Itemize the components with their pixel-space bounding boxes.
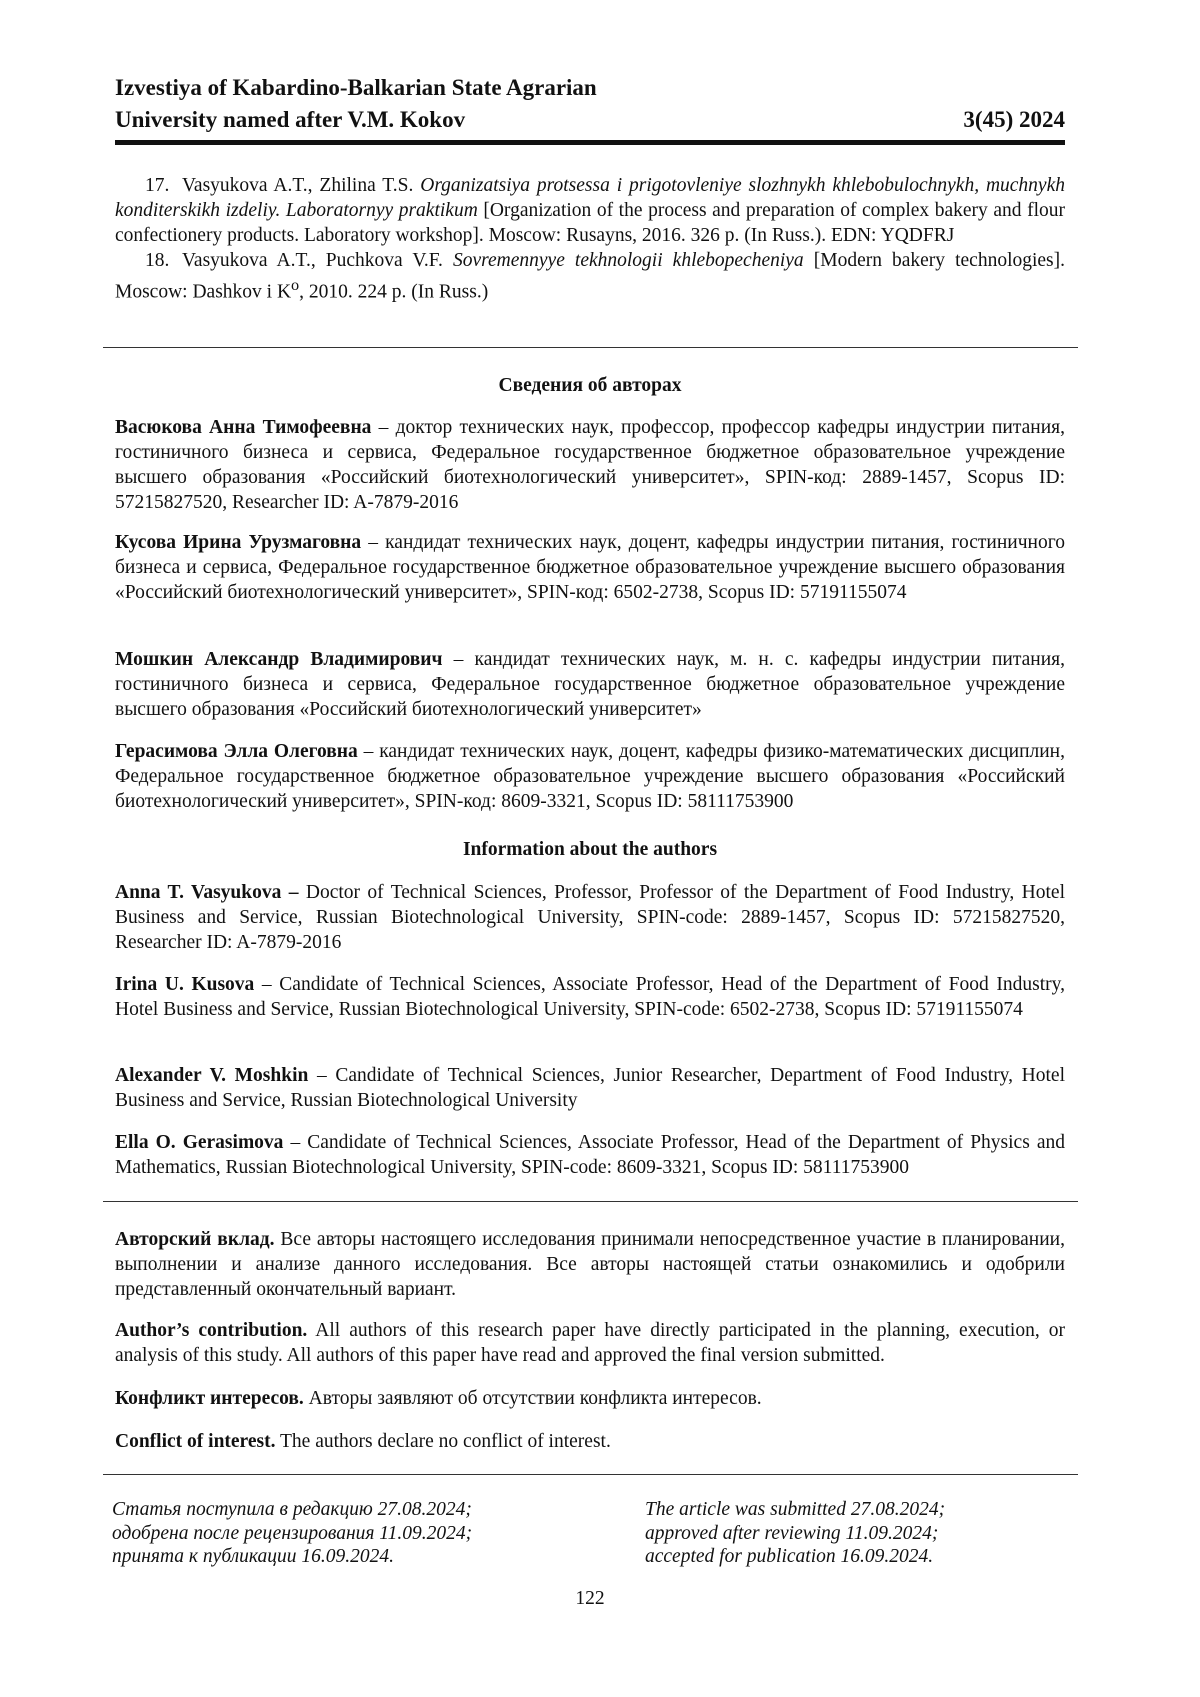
reference-authors: Vasyukova A.T., Zhilina T.S. [182, 175, 413, 196]
conflict-ru [115, 1386, 1065, 1411]
authors-ru-title: Сведения об авторах [115, 373, 1065, 398]
author-bio: – доктор технических наук, профессор, профессор кафедры индустрии питания, гостиничного бизнеса и сервиса, Федеральное государственное бюджетное образовательное учреждение высшего образования «Российский биотехнологический университет», SPIN-код: 2889-1457, Scopus ID: 57215827520, Researcher ID: A-7879-2016 [115, 417, 1065, 513]
author-ru-entry [115, 415, 1065, 515]
reference-number: 18. [145, 248, 182, 273]
reference-superscript: o [291, 276, 299, 294]
conflict-ru-label: Конфликт интересов. [115, 1388, 304, 1409]
author-ru-entry [115, 739, 1065, 814]
reference-title: Organizatsiya protsessa i prigotovleniye slozhnykh khlebobulochnykh, muchnykh konditerskikh izdeliy. Laboratornyy praktikum [115, 175, 1065, 221]
reference-details: [Modern bakery technologies]. Moscow: Dashkov i K [115, 250, 1065, 303]
author-bio: – Candidate of Technical Sciences, Junior Researcher, Department of Food Industry, Hotel Business and Service, Russian Biotechnological University [115, 1065, 1065, 1111]
author-bio: – кандидат технических наук, м. н. с. кафедры индустрии питания, гостиничного бизнеса и сервиса, Федеральное государственное бюджетное образовательное учреждение высшего образования «Российский биотехнологический университет» [115, 649, 1065, 720]
running-header [115, 72, 1065, 136]
author-ru-entry [115, 647, 1065, 722]
conflict-ru-text: Авторы заявляют об отсутствии конфликта интересов. [304, 1388, 762, 1409]
date-line: accepted for publication 16.09.2024. [645, 1545, 945, 1569]
section-divider [103, 1201, 1078, 1202]
reference-list [115, 173, 1065, 305]
author-bio: – кандидат технических наук, доцент, кафедры индустрии питания, гостиничного бизнеса и сервиса, Федеральное государственное бюджетное образовательное учреждение высшего образования «Российский биотехнологический университет», SPIN-код: 6502-2738, Scopus ID: 57191155074 [115, 532, 1065, 603]
author-name: Герасимова Элла Олеговна [115, 741, 358, 762]
author-name: Irina U. Kusova [115, 974, 254, 995]
author-en-entry [115, 972, 1065, 1022]
article-dates-en [645, 1498, 945, 1569]
date-line: The article was submitted 27.08.2024; [645, 1498, 945, 1522]
author-bio: – кандидат технических наук, доцент, кафедры физико-математических дисциплин, Федеральное государственное бюджетное образовательное учреждение высшего образования «Российский биотехнологический университет», SPIN-код: 8609-3321, Scopus ID: 58111753900 [115, 741, 1065, 812]
contribution-en [115, 1318, 1065, 1368]
contribution-ru [115, 1227, 1065, 1302]
authors-en-title: Information about the authors [115, 837, 1065, 862]
date-line: принята к публикации 16.09.2024. [112, 1545, 472, 1569]
author-bio: – Candidate of Technical Sciences, Associate Professor, Head of the Department of Food Industry, Hotel Business and Service, Russian Biotechnological University, SPIN-code: 6502-2738, Scopus ID: 57191155074 [115, 974, 1065, 1020]
issue-number: 3(45) 2024 [963, 104, 1065, 136]
article-dates-ru [112, 1498, 472, 1569]
reference-number: 17. [145, 173, 182, 198]
contribution-ru-text: Все авторы настоящего исследования принимали непосредственное участие в планировании, выполнении и анализе данного исследования. Все авторы настоящей статьи ознакомились и одобрили представленный окончательный вариант. [115, 1229, 1065, 1300]
reference-details: [Organization of the process and preparation of complex bakery and flour confectionery products. Laboratory workshop]. Moscow: Rusayns, 2016. 326 p. (In Russ.). EDN: YQDFRJ [115, 200, 1065, 246]
reference-title: Sovremennyye tekhnologii khlebopecheniya [453, 250, 804, 271]
author-name: Alexander V. Moshkin [115, 1065, 308, 1086]
section-divider [103, 1474, 1078, 1475]
author-name: Мошкин Александр Владимирович [115, 649, 443, 670]
conflict-en-text: The authors declare no conflict of interest. [275, 1431, 610, 1452]
author-name: Кусова Ирина Урузмаговна [115, 532, 361, 553]
reference-item [115, 248, 1065, 305]
author-name: Васюкова Анна Тимофеевна [115, 417, 371, 438]
date-line: Статья поступила в редакцию 27.08.2024; [112, 1498, 472, 1522]
contribution-en-text: All authors of this research paper have directly participated in the planning, execution, or analysis of this study. All authors of this paper have read and approved the final version submitted. [115, 1320, 1065, 1366]
page [0, 0, 1200, 1697]
conflict-en-label: Conflict of interest. [115, 1431, 275, 1452]
author-name: Anna T. Vasyukova – [115, 882, 299, 903]
contribution-ru-label: Авторский вклад. [115, 1229, 275, 1250]
contribution-en-label: Author’s contribution. [115, 1320, 307, 1341]
header-rule [115, 140, 1065, 145]
author-en-entry [115, 1063, 1065, 1113]
author-en-entry [115, 880, 1065, 955]
author-bio: – Candidate of Technical Sciences, Associate Professor, Head of the Department of Physics and Mathematics, Russian Biotechnological University, SPIN-code: 8609-3321, Scopus ID: 58111753900 [115, 1132, 1065, 1178]
reference-details-end: , 2010. 224 p. (In Russ.) [299, 282, 488, 303]
reference-item [115, 173, 1065, 248]
author-en-entry [115, 1130, 1065, 1180]
author-name: Ella O. Gerasimova [115, 1132, 283, 1153]
page-number: 122 [0, 1588, 1180, 1610]
date-line: approved after reviewing 11.09.2024; [645, 1522, 945, 1546]
date-line: одобрена после рецензирования 11.09.2024; [112, 1522, 472, 1546]
author-ru-entry [115, 530, 1065, 605]
author-bio: Doctor of Technical Sciences, Professor, Professor of the Department of Food Industry, Hotel Business and Service, Russian Biotechnological University, SPIN-code: 2889-1457, Scopus ID: 57215827520, Researcher ID: A-7879-2016 [115, 882, 1065, 953]
reference-authors: Vasyukova A.T., Puchkova V.F. [182, 250, 443, 271]
journal-name-line1: Izvestiya of Kabardino-Balkarian State Agrarian [115, 72, 1065, 104]
journal-name-line2: University named after V.M. Kokov [115, 104, 465, 136]
conflict-en [115, 1429, 1065, 1454]
section-divider [103, 347, 1078, 348]
